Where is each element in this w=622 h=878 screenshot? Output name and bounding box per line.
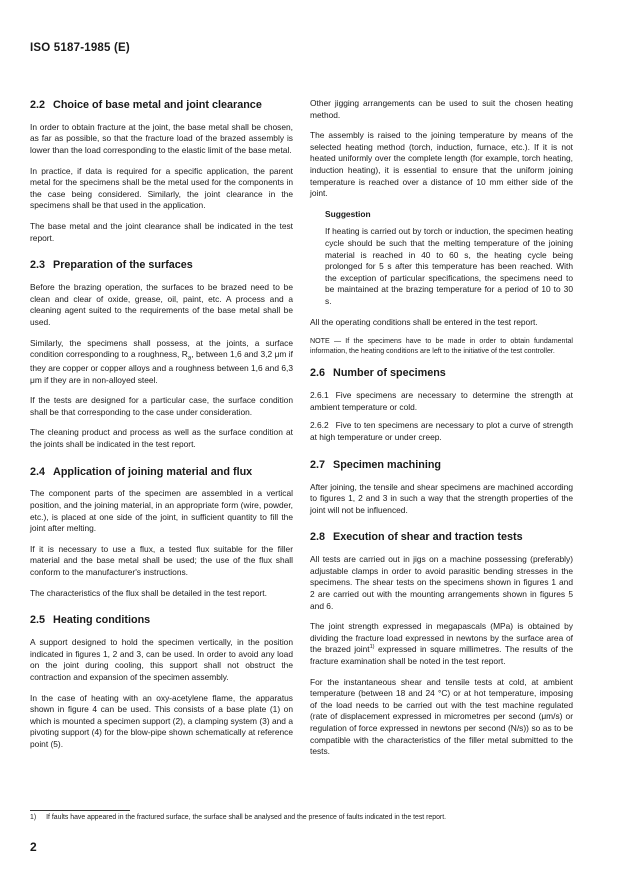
paragraph: In the case of heating with an oxy-acetylene flame, the apparatus shown in figure 4 can be used. This consists of a base plate (1) on which is mounted a specimen support (2), a clamping system (3) and a pivoting support (4) for the blow-pipe shown schematically at reference point (5). <box>30 692 293 749</box>
section-2-2-heading: 2.2 Choice of base metal and joint clearance <box>30 99 262 111</box>
section-2-4-heading: 2.4 Application of joining material and flux <box>30 465 253 478</box>
paragraph: If it is necessary to use a flux, a tested flux suitable for the filler material and the base metal shall be used; the use of the flux shall conform to the manufacturer's instructions. <box>30 543 293 578</box>
subsection-2-6-1: 2.6.1 Five specimens are necessary to determine the strength at ambient temperature or cold. <box>310 390 573 412</box>
section-2-3-heading: 2.3 Preparation of the surfaces <box>30 259 193 272</box>
paragraph: All the operating conditions shall be entered in the test report. <box>310 316 538 327</box>
section-2-6-heading: 2.6 Number of specimens <box>310 367 446 380</box>
paragraph: If the tests are designed for a particular case, the surface condition shall be that corresponding to the case under consideration. <box>30 395 293 417</box>
paragraph: Other jigging arrangements can be used to suit the chosen heating method. <box>310 98 573 120</box>
paragraph: The cleaning product and process as well as the surface condition at the joints shall be indicated in the test report. <box>30 427 293 449</box>
paragraph: Before the brazing operation, the surfaces to be brazed need to be clean and clear of oxide, grease, oil, paint, etc. A process and a cleaning agent suited to the requirements of the base metal shall be used. <box>30 282 293 327</box>
suggestion-block <box>325 209 573 308</box>
paragraph: All tests are carried out in jigs on a machine possessing (preferably) adjustable clamps in order to avoid parasitic bending stresses in the specimens. The shear tests on the specimens shown in figures 1 and 2 are carried out with the mounting arrangements shown in figures 5 and 6. <box>310 554 573 611</box>
suggestion-title: Suggestion <box>325 208 371 219</box>
footnote-divider <box>30 810 130 811</box>
right-column <box>310 98 573 767</box>
section-2-5-heading: 2.5 Heating conditions <box>30 614 151 627</box>
paragraph: The characteristics of the flux shall be detailed in the test report. <box>30 587 267 598</box>
section-2-7-heading: 2.7 Specimen machining <box>310 458 442 471</box>
paragraph: In practice, if data is required for a specific application, the parent metal for the specimens shall be the metal used for the components in the case being considered. Similarly, the joint clearance in the specimens shall be that used in the application. <box>30 165 293 211</box>
note: NOTE — If the specimens have to be made in order to obtain fundamental information, the heating conditions are left to the initiative of the test controller. <box>310 337 573 355</box>
paragraph: After joining, the tensile and shear specimens are machined according to figures 1, 2 and 3 in such a way that the strength properties of the joint will not be influenced. <box>310 481 573 515</box>
footnote-reference: 1) <box>369 644 375 651</box>
subsection-2-6-2: 2.6.2 Five to ten specimens are necessary to plot a curve of strength at high temperature or under creep. <box>310 420 573 443</box>
paragraph: The base metal and the joint clearance shall be indicated in the test report. <box>30 221 293 243</box>
paragraph: In order to obtain fracture at the joint, the base metal shall be chosen, as far as possible, so that the fracture load of the brazed assembly is lower than the load corresponding to the elastic limit of the base metal. <box>30 121 293 156</box>
paragraph: The component parts of the specimen are assembled in a vertical position, and the joining material, in an appropriate form (wire, powder, etc.), is placed at one side of the joint, in sufficient quantity to fill the joint after melting. <box>30 488 293 534</box>
left-column <box>30 98 293 759</box>
paragraph: The assembly is raised to the joining temperature by means of the selected heating method (torch, induction, furnace, etc.). If it is not heated uniformly over the complete length (for example, torch heating, induction heating), it is essential to ensure that the uniform joining temperature is reached over a distance of 10 mm either side of the joint. <box>310 130 573 199</box>
paragraph: Similarly, the specimens shall possess, at the joints, a surface condition corresponding to a roughness, $R_a$, between 1,6 and 3,2 μm if they are copper or copper alloys and a roughness between 1,6 and 6,3 μm if they are in non-alloyed steel. <box>30 337 293 385</box>
section-2-8-heading: 2.8 Execution of shear and traction tests <box>310 531 523 544</box>
paragraph: A support designed to hold the specimen vertically, in the position indicated in figures 1, 2 and 3, can be used. In order to avoid any load on the joint during cooling, this support shall not obstruct the contraction and expansion of the specimen assembly. <box>30 637 293 682</box>
standard-identifier: ISO 5187-1985 (E) <box>30 42 130 54</box>
paragraph: For the instantaneous shear and tensile tests at cold, at ambient temperature (between 18 and 24 °C) or at hot temperature, imposing of the load needs to be carried out with the test machine regulated (rate of displacement expressed in micrometres per second (μm/s) or regulation of force expressed in newtons per second (N/s)) so as to be compatible with the characteristics of the filler metal submitted to the tests. <box>310 676 573 757</box>
page-number: 2 <box>30 840 37 854</box>
paragraph: The joint strength expressed in megapascals (MPa) is obtained by dividing the fracture load expressed in newtons by the surface area of the brazed joint$^{1)}$ expressed in square millimetres. The results of the fracture examination shall be noted in the test report. <box>310 621 573 666</box>
footnote: 1) If faults have appeared in the fractured surface, the surface shall be analysed and the presence of faults indicated in the test report. <box>30 814 447 821</box>
suggestion-text: If heating is carried out by torch or induction, the specimen heating cycle should be such that the melting temperature of the joining material is reached in 40 to 60 s, the heating cycle being prolonged for 5 s after this temperature has been reached. With the exception of particular specifications, the specimens need to be maintained at the brazing temperature for a period of 10 to 30 s. <box>325 226 573 306</box>
